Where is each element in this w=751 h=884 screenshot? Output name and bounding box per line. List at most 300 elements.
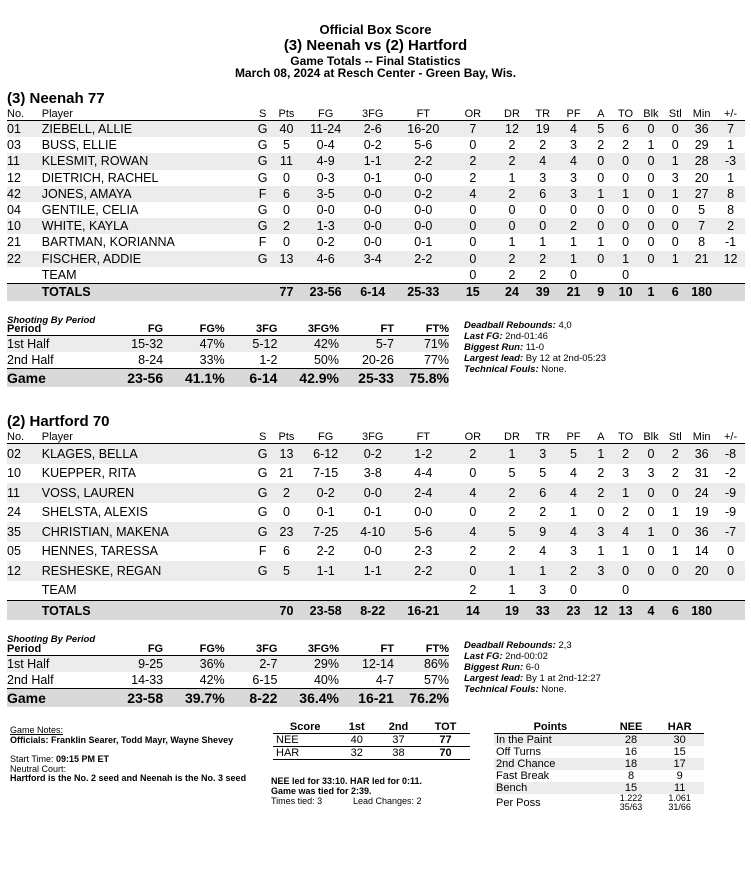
stat-cell: 1-1 [348, 561, 398, 581]
stat-cell: 1 [508, 583, 516, 598]
column-header: TR [527, 108, 558, 121]
stat-cell: 0 [647, 544, 655, 559]
stat-cell: 2 [508, 267, 516, 282]
points-cell: 18 [607, 758, 656, 770]
stat-cell: 4 [558, 483, 589, 503]
column-header: Stl [663, 108, 687, 121]
score-cell: 40 [350, 734, 363, 746]
stat-cell: 0 [570, 583, 577, 598]
stat-cell: KLAGES, BELLA [40, 444, 256, 464]
stat-cell: 3 [589, 561, 613, 581]
stat-cell: G [257, 138, 268, 153]
stat-cell: 8 [698, 235, 706, 250]
game-notes-label: Game Notes: [10, 725, 64, 735]
column-header: Min [687, 431, 716, 444]
totals-cell: 23-56 [303, 283, 348, 301]
stat-cell: 1-1 [348, 153, 398, 169]
shooting-cell: 2-7 [225, 656, 278, 673]
stat-cell: 22 [7, 251, 40, 267]
stat-cell: 2 [469, 583, 477, 598]
stat-cell: 1 [597, 235, 605, 250]
stat-cell: 1 [727, 138, 735, 153]
shooting-cell: Game [7, 689, 84, 708]
stat-cell: 7 [687, 218, 716, 234]
stat-cell: 0-1 [363, 170, 382, 185]
shooting-cell: 33% [199, 353, 225, 367]
shooting-caption: Shooting By Period [7, 315, 96, 326]
stat-cell: G [257, 466, 268, 481]
column-header: 3FG [348, 431, 398, 444]
note-line [464, 640, 601, 651]
shooting-header: FT% [394, 643, 449, 656]
score-header: 2nd [376, 721, 421, 734]
totals-cell: 24 [497, 283, 528, 301]
stat-cell: 0 [469, 267, 477, 282]
totals-row [7, 601, 745, 621]
report-subtitle: Game Totals -- Final Statistics [290, 54, 461, 68]
stat-cell: G [256, 522, 270, 542]
totals-cell: 4 [639, 601, 664, 621]
stat-cell: 2-4 [398, 483, 450, 503]
totals-cell: 21 [558, 283, 589, 301]
team-row [7, 267, 745, 284]
stat-cell: 3 [622, 466, 630, 481]
shooting-cell: 42.9% [277, 369, 339, 388]
stat-cell [256, 267, 270, 284]
note-label: Last FG: [464, 331, 503, 342]
points-cell: 17 [655, 758, 704, 770]
totals-cell: 15 [449, 283, 497, 301]
stat-cell: 1 [639, 522, 664, 542]
stat-cell: 1-2 [398, 444, 450, 464]
shooting-cell: 42% [277, 336, 339, 353]
note-line [464, 364, 606, 375]
points-row [494, 770, 704, 782]
matchup-title: (3) Neenah vs (2) Hartford [283, 37, 468, 54]
shooting-header: FG [84, 323, 163, 336]
note-line [464, 651, 601, 662]
stat-cell: 2-3 [414, 544, 433, 559]
column-header: S [256, 431, 270, 444]
stat-cell [663, 581, 687, 601]
note-value: 2nd-01:46 [502, 331, 548, 342]
shooting-cell: 57% [423, 673, 449, 687]
points-cell: 15 [673, 746, 686, 758]
points-row [494, 746, 704, 758]
stat-cell: 5 [698, 203, 706, 218]
stat-cell: WHITE, KAYLA [40, 218, 256, 234]
team-notes [464, 320, 606, 375]
stat-cell: 0 [663, 121, 687, 138]
points-cell: Fast Break [496, 770, 550, 782]
shooting-cell: 1-2 [259, 353, 278, 367]
stat-cell [398, 581, 450, 601]
stat-cell: 0 [671, 203, 679, 218]
note-label: Technical Fouls: [464, 684, 539, 695]
stat-cell: 3 [570, 544, 577, 559]
stat-cell: 1 [570, 235, 577, 250]
team-row [7, 581, 745, 601]
stat-cell: 2 [449, 153, 497, 169]
stat-cell: 6 [283, 544, 290, 559]
note-label: Deadball Rebounds: [464, 640, 556, 651]
note-label: Largest lead: [464, 353, 524, 364]
team-notes [464, 640, 601, 695]
date-venue: March 08, 2024 at Resch Center - Green Bay, Wis. [234, 66, 517, 80]
note-label: Biggest Run: [464, 662, 524, 673]
stat-cell: 3 [539, 170, 547, 185]
score-cell: 70 [439, 747, 452, 759]
column-header: A [589, 431, 613, 444]
start-time-label: Start Time: [10, 754, 54, 764]
stat-cell: 4 [527, 153, 558, 169]
stat-cell: 19 [694, 505, 709, 520]
stat-cell: 1 [527, 561, 558, 581]
totals-cell: 23 [558, 601, 589, 621]
stat-cell: 3 [527, 444, 558, 464]
stat-cell [716, 267, 745, 284]
stat-cell: 2 [597, 138, 605, 153]
shooting-cell: 2nd Half [7, 353, 54, 367]
stat-cell: 0-0 [414, 505, 433, 520]
per-poss-ratio: 35/63 [619, 802, 643, 812]
stat-cell: 0-0 [348, 483, 398, 503]
shooting-caption: Shooting By Period [7, 634, 96, 645]
stat-cell: 0 [449, 218, 497, 234]
score-by-period-table [273, 721, 470, 760]
score-cell: 37 [392, 734, 405, 746]
note-value: 2nd-00:02 [502, 651, 548, 662]
stat-cell: 1 [539, 235, 547, 250]
stat-cell: -9 [716, 483, 745, 503]
stat-cell [398, 267, 450, 284]
stat-cell: 0 [570, 203, 577, 218]
stat-cell: 0 [663, 561, 687, 581]
stat-cell: 02 [7, 444, 40, 464]
stat-cell: 0-0 [414, 203, 433, 218]
stat-cell [303, 267, 348, 284]
column-header: TO [613, 431, 639, 444]
stat-cell: 0 [469, 203, 477, 218]
totals-cell: 13 [613, 601, 639, 621]
totals-cell: 39 [527, 283, 558, 301]
stat-cell: 27 [687, 186, 716, 202]
stat-cell: 0 [597, 203, 605, 218]
stat-cell: 0-1 [414, 235, 433, 250]
stat-cell: 11 [270, 153, 304, 169]
stat-cell: 0 [639, 186, 664, 202]
stat-cell: 4 [449, 522, 497, 542]
stat-cell [270, 267, 304, 284]
shooting-cell: 71% [394, 336, 449, 353]
stat-cell: 29 [694, 138, 709, 153]
stat-cell: 6 [527, 483, 558, 503]
stat-cell: 6 [613, 121, 639, 138]
column-header: TR [527, 431, 558, 444]
stat-cell: 0 [639, 561, 664, 581]
points-cell: 9 [676, 770, 683, 782]
stat-cell: 0-0 [348, 218, 398, 234]
stat-cell: 24 [687, 483, 716, 503]
shooting-cell: Game [7, 369, 84, 388]
points-cell: Off Turns [496, 746, 542, 758]
column-header: S [256, 108, 270, 121]
stat-cell [270, 581, 304, 601]
stat-cell: 0 [663, 218, 687, 234]
lead-changes: Lead Changes: 2 [353, 796, 422, 806]
column-header: A [589, 108, 613, 121]
stat-cell: G [256, 561, 270, 581]
player-row [7, 522, 745, 542]
stat-cell: 1 [497, 561, 528, 581]
points-header: HAR [655, 721, 704, 734]
stat-cell: 2-2 [398, 153, 450, 169]
totals-cell: 25-33 [398, 283, 450, 301]
stat-cell: 5 [282, 138, 290, 153]
note-label: Largest lead: [464, 673, 524, 684]
stat-cell: 0 [613, 153, 639, 169]
stat-cell: -7 [716, 522, 745, 542]
stat-cell: 01 [7, 121, 40, 138]
stat-cell: 1 [613, 251, 639, 267]
shooting-cell: 5-12 [225, 336, 278, 353]
stat-cell: 42 [7, 186, 40, 202]
stat-cell: 3-8 [363, 466, 382, 481]
stat-cell: 1 [663, 251, 687, 267]
stat-cell: 19 [527, 121, 558, 138]
stat-cell: 1 [647, 138, 655, 153]
points-cell: Bench [494, 782, 607, 794]
shooting-cell: 23-56 [84, 369, 163, 388]
stat-cell: 0 [639, 444, 664, 464]
stat-cell [256, 581, 270, 601]
box-header-row [7, 431, 745, 444]
stat-cell: 0 [282, 170, 290, 185]
stat-cell: 4 [449, 483, 497, 503]
column-header: 3FG [348, 108, 398, 121]
stat-cell: 0 [469, 138, 477, 153]
stat-cell: 12 [716, 251, 745, 267]
stat-cell: 5 [270, 561, 304, 581]
player-row [7, 202, 745, 218]
shooting-header: 3FG [225, 643, 278, 656]
shooting-header: 3FG% [277, 643, 339, 656]
stat-cell: F [258, 235, 267, 250]
note-value: 11-0 [523, 342, 545, 353]
shooting-header: FT [339, 323, 394, 336]
player-row [7, 121, 745, 138]
stat-cell: 1 [570, 505, 577, 520]
stat-cell: 2 [622, 138, 630, 153]
shooting-cell: 36% [163, 656, 225, 673]
stat-cell: 4 [558, 121, 589, 138]
stat-cell: F [256, 186, 270, 202]
shooting-cell: 6-14 [225, 369, 278, 388]
per-poss-label: Per Poss [496, 797, 541, 809]
stat-cell: 2 [558, 561, 589, 581]
stat-cell: 4 [449, 186, 497, 202]
totals-cell: 6 [663, 283, 687, 301]
shooting-header: FT [339, 643, 394, 656]
stat-cell: 1 [613, 186, 639, 202]
stat-cell: 0-2 [398, 186, 450, 202]
stat-cell: 0 [647, 505, 655, 520]
officials: Officials: Franklin Searer, Todd Mayr, Wayne Shevey [10, 735, 234, 745]
stat-cell: G [256, 153, 270, 169]
score-header: Score [273, 721, 337, 734]
stat-cell: 2 [671, 466, 679, 481]
column-header: Blk [639, 108, 664, 121]
stat-cell: 11 [7, 153, 40, 169]
shooting-cell: 4-7 [375, 673, 394, 687]
stat-cell: 2 [589, 483, 613, 503]
stat-cell: 1 [589, 444, 613, 464]
player-row [7, 503, 745, 523]
column-header: Player [40, 108, 256, 121]
score-header-row [273, 721, 470, 734]
score-cell: 32 [350, 747, 363, 759]
column-header: FG [303, 108, 348, 121]
stat-cell: 0 [639, 218, 664, 234]
neutral-court: Neutral Court: [10, 764, 67, 774]
stat-cell: 0-0 [348, 186, 398, 202]
box-score-table [7, 431, 745, 620]
totals-cell [256, 601, 270, 621]
stat-cell: 2 [663, 444, 687, 464]
stat-cell: 1 [613, 483, 639, 503]
stat-cell: 0 [622, 203, 630, 218]
stat-cell: 11 [7, 483, 40, 503]
stat-cell: 3 [671, 170, 679, 185]
stat-cell: 36 [687, 522, 716, 542]
points-row [494, 758, 704, 770]
stat-cell [589, 267, 613, 284]
note-label: Technical Fouls: [464, 364, 539, 375]
score-cell: NEE [276, 734, 299, 746]
player-row [7, 561, 745, 581]
column-header: OR [449, 108, 497, 121]
start-time [10, 754, 109, 764]
stat-cell: 0 [622, 583, 630, 598]
column-header: DR [497, 431, 528, 444]
stat-cell: 7 [716, 121, 745, 138]
stat-cell: 4-6 [303, 251, 348, 267]
lead-note-1: NEE led for 33:10. HAR led for 0:11. [271, 776, 423, 786]
shooting-header: FG% [163, 643, 225, 656]
stat-cell: 0 [469, 505, 477, 520]
stat-cell: 3 [558, 186, 589, 202]
note-line [464, 342, 606, 353]
note-line [464, 331, 606, 342]
stat-cell: 2 [539, 138, 547, 153]
stat-cell: 0-0 [363, 235, 382, 250]
stat-cell: 8 [727, 203, 735, 218]
stat-cell: 2 [469, 170, 477, 185]
stat-cell: 2 [539, 267, 547, 282]
stat-cell: F [258, 544, 267, 559]
note-value: None. [538, 364, 567, 375]
totals-cell: 180 [687, 601, 716, 621]
stat-cell: 0 [539, 203, 547, 218]
totals-cell: 14 [449, 601, 497, 621]
stat-cell: 0 [469, 466, 477, 481]
shooting-header: FG% [163, 323, 225, 336]
stat-cell: 0-1 [363, 505, 382, 520]
stat-cell: 0 [589, 251, 613, 267]
column-header: Player [40, 431, 256, 444]
stat-cell: 0 [639, 121, 664, 138]
shooting-game-row [7, 689, 449, 708]
stat-cell: 0 [622, 267, 630, 282]
stat-cell: 40 [270, 121, 304, 138]
stat-cell [687, 267, 716, 284]
stat-cell: 16-20 [398, 121, 450, 138]
stat-cell: 0-0 [363, 544, 382, 559]
stat-cell: 0 [671, 138, 679, 153]
shooting-cell: 2nd Half [7, 673, 54, 687]
stat-cell: 0 [589, 153, 613, 169]
stat-cell: 36 [687, 444, 716, 464]
stat-cell: 0 [613, 561, 639, 581]
stat-cell: 2 [469, 544, 477, 559]
stat-cell: 0 [622, 235, 630, 250]
stat-cell: 3 [570, 170, 577, 185]
note-value: 4,0 [555, 320, 572, 331]
stat-cell: 7-25 [303, 522, 348, 542]
stat-cell: -8 [716, 444, 745, 464]
stat-cell: HENNES, TARESSA [41, 544, 159, 559]
stat-cell: 0 [527, 218, 558, 234]
stat-cell: 2 [508, 505, 516, 520]
stat-cell: 1-1 [303, 561, 348, 581]
lead-note-2: Game was tied for 2:39. [271, 786, 372, 796]
stat-cell: 11-24 [303, 121, 348, 138]
stat-cell: G [256, 251, 270, 267]
stat-cell: 03 [7, 138, 21, 153]
stat-cell: 31 [694, 466, 709, 481]
stat-cell: 3 [570, 138, 577, 153]
stat-cell: -1 [724, 235, 737, 250]
stat-cell: 10 [7, 218, 40, 234]
column-header: FT [398, 431, 450, 444]
score-cell: 38 [392, 747, 405, 759]
shooting-header: FG [84, 643, 163, 656]
stat-cell: 21 [279, 466, 294, 481]
stat-cell: 7 [449, 121, 497, 138]
score-header: 1st [337, 721, 376, 734]
team-title: (3) Neenah 77 [7, 90, 105, 107]
stat-cell: 2-6 [348, 121, 398, 138]
stat-cell: 9 [527, 522, 558, 542]
column-header: TO [613, 108, 639, 121]
per-poss-value: 1.061 [668, 793, 691, 803]
column-header: +/- [716, 108, 745, 121]
stat-cell: 6-12 [303, 444, 348, 464]
shooting-by-period-table [7, 643, 449, 707]
note-label: Deadball Rebounds: [464, 320, 556, 331]
totals-cell: 12 [589, 601, 613, 621]
column-header: DR [497, 108, 528, 121]
stat-cell: 2 [449, 444, 497, 464]
shooting-cell: 8-22 [225, 689, 278, 708]
shooting-cell: 40% [313, 673, 339, 687]
points-row [494, 734, 704, 747]
stat-cell: 13 [270, 444, 304, 464]
stat-cell: 28 [687, 153, 716, 169]
shooting-period-row [7, 672, 449, 689]
stat-cell: KLESMIT, ROWAN [40, 153, 256, 169]
shooting-header: 3FG [225, 323, 278, 336]
